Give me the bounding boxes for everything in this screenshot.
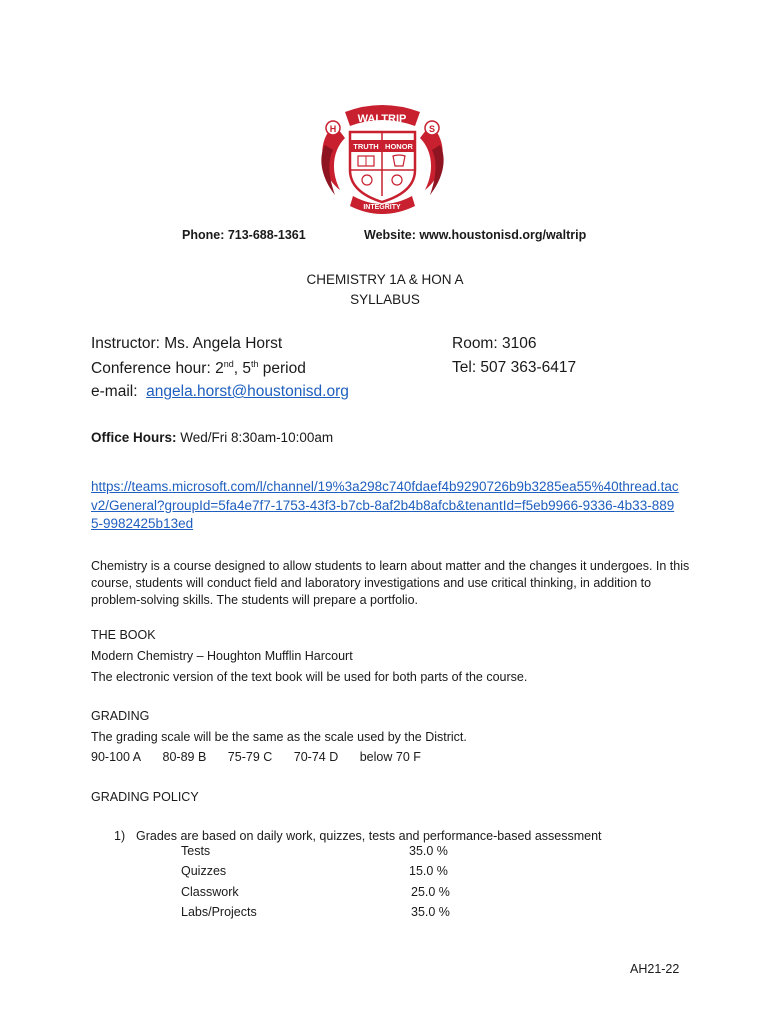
room-number: Room: 3106: [452, 335, 537, 352]
conference-hour: Conference hour: 2nd, 5th period: [91, 359, 306, 378]
office-hours: Office Hours: Wed/Fri 8:30am-10:00am: [91, 430, 334, 445]
school-crest-logo: [315, 100, 450, 215]
footer-code: AH21-22: [630, 962, 680, 976]
document-title: CHEMISTRY 1A & HON A: [306, 272, 464, 287]
percent-tests: 35.0 %: [409, 844, 448, 858]
grade-a: 90-100 A: [91, 750, 142, 764]
document-subtitle: SYLLABUS: [350, 292, 420, 307]
category-quizzes: Quizzes: [181, 864, 227, 878]
category-classwork: Classwork: [181, 885, 239, 899]
policy-item-number: 1): [114, 829, 126, 843]
grading-scale: [91, 750, 439, 764]
school-phone: Phone: 713-688-1361: [182, 228, 306, 242]
grading-policy-heading: GRADING POLICY: [91, 790, 199, 804]
category-labs-projects: Labs/Projects: [181, 905, 257, 919]
policy-item-text: Grades are based on daily work, quizzes, tests and performance-based assessment: [136, 829, 602, 843]
grade-f: below 70 F: [359, 750, 421, 764]
svg-text:TRUTH: TRUTH: [353, 142, 379, 151]
book-note: The electronic version of the text book will be used for both parts of the course.: [91, 670, 528, 684]
book-heading: THE BOOK: [91, 628, 156, 642]
email-line: e-mail: angela.horst@houstonisd.org: [91, 383, 349, 400]
grade-c: 75-79 C: [227, 750, 273, 764]
grading-heading: GRADING: [91, 709, 150, 723]
svg-text:HONOR: HONOR: [385, 142, 413, 151]
instructor-name: Instructor: Ms. Angela Horst: [91, 335, 283, 352]
percent-quizzes: 15.0 %: [409, 864, 448, 878]
svg-text:INTEGRITY: INTEGRITY: [363, 204, 401, 211]
grade-d: 70-74 D: [293, 750, 339, 764]
svg-text:S: S: [428, 124, 436, 134]
grading-note: The grading scale will be the same as the scale used by the District.: [91, 730, 467, 744]
school-website: Website: www.houstonisd.org/waltrip: [364, 228, 587, 242]
telephone: Tel: 507 363-6417: [452, 359, 577, 376]
category-tests: Tests: [181, 844, 211, 858]
email-link[interactable]: angela.horst@houstonisd.org: [146, 383, 349, 400]
percent-classwork: 25.0 %: [411, 885, 450, 899]
svg-text:H: H: [329, 124, 337, 134]
course-description: Chemistry is a course designed to allow students to learn about matter and the changes it undergoes. In this course, students will conduct field and laboratory investigations and use critical thinking, in addition to problem-solving skills. The students will prepare a portfolio.: [91, 559, 690, 607]
svg-text:WALTRIP: WALTRIP: [357, 113, 407, 125]
percent-labs-projects: 35.0 %: [411, 905, 450, 919]
book-title: Modern Chemistry – Houghton Mufflin Harcourt: [91, 649, 353, 663]
teams-channel-link[interactable]: https://teams.microsoft.com/l/channel/19%3a298c740fdaef4b9290726b9b3285ea55%40thread.tacv2/General?groupId=5fa4e7f7-1753-43f3-b7cb-8af2b4b8afcb&tenantId=f5eb9966-9336-4b33-8895-9982425b13ed: [91, 479, 679, 531]
grade-b: 80-89 B: [162, 750, 207, 764]
